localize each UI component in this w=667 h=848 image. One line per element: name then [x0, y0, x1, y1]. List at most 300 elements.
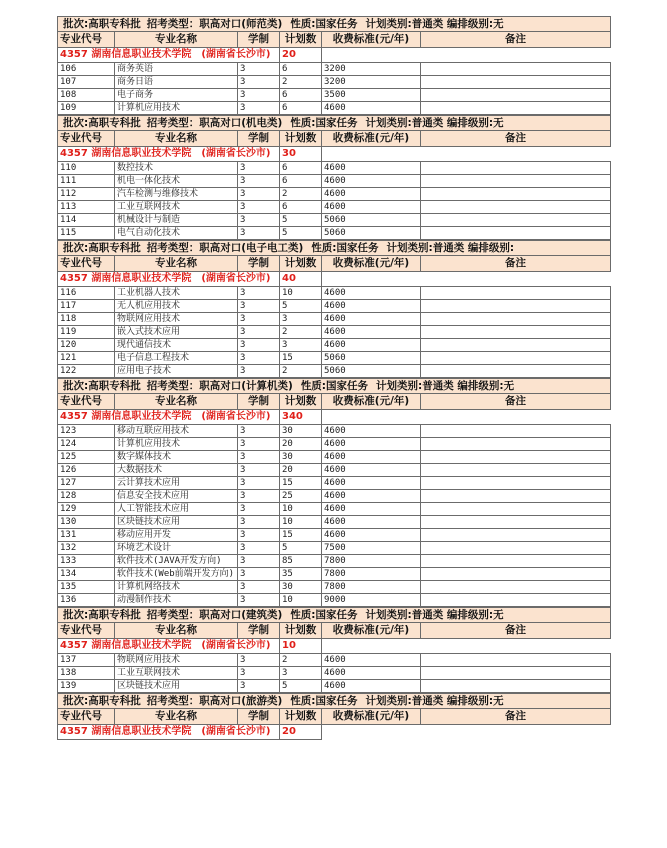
major-code-header: 专业代号 [58, 256, 115, 272]
plan-count: 15 [280, 477, 322, 490]
batch-info-cell [58, 17, 611, 32]
major-name: 应用电子技术 [115, 365, 238, 378]
school-name: 4357 湖南信息职业技术学院 (湖南省长沙市) [58, 639, 280, 654]
school-plan-total: 40 [280, 272, 322, 287]
tuition: 5060 [322, 227, 421, 240]
table-row [58, 516, 611, 529]
remarks [421, 188, 611, 201]
batch-plan-category: 计划类别:普通类 编排级别:无 [365, 695, 504, 707]
tuition: 4600 [322, 162, 421, 175]
major-name: 电子商务 [115, 89, 238, 102]
section-table [57, 115, 611, 240]
plan-count-header: 计划数 [280, 32, 322, 48]
tuition: 4600 [322, 339, 421, 352]
batch-exam-type: 招考类型：职高对口(计算机类) [146, 380, 293, 392]
tuition: 4600 [322, 680, 421, 693]
school-blank [322, 725, 611, 740]
duration: 3 [238, 654, 280, 667]
major-name: 商务英语 [115, 63, 238, 76]
school-row [58, 639, 611, 654]
major-code: 126 [58, 464, 115, 477]
plan-count: 6 [280, 63, 322, 76]
plan-count: 3 [280, 667, 322, 680]
batch-plan-category: 计划类别:普通类 编排级别: [386, 242, 515, 254]
batch-info-cell [58, 694, 611, 709]
remarks [421, 529, 611, 542]
table-row [58, 326, 611, 339]
duration: 3 [238, 313, 280, 326]
table-row [58, 667, 611, 680]
major-code: 125 [58, 451, 115, 464]
school-plan-total: 340 [280, 410, 322, 425]
table-row [58, 542, 611, 555]
plan-count: 2 [280, 326, 322, 339]
major-code: 108 [58, 89, 115, 102]
duration-header: 学制 [238, 32, 280, 48]
plan-count: 5 [280, 680, 322, 693]
admission-plan-document [57, 16, 610, 740]
batch-level: 批次:高职专科批 [63, 117, 141, 129]
major-name: 信息安全技术应用 [115, 490, 238, 503]
section-table [57, 240, 611, 378]
major-code: 121 [58, 352, 115, 365]
tuition: 4600 [322, 313, 421, 326]
tuition: 4600 [322, 102, 421, 115]
column-header-row [58, 623, 611, 639]
plan-count: 30 [280, 425, 322, 438]
table-row [58, 503, 611, 516]
duration: 3 [238, 227, 280, 240]
school-blank [322, 272, 611, 287]
major-code: 123 [58, 425, 115, 438]
table-row [58, 490, 611, 503]
remarks [421, 581, 611, 594]
plan-count-header: 计划数 [280, 623, 322, 639]
tuition: 4600 [322, 516, 421, 529]
tuition-header: 收费标准(元/年) [322, 623, 421, 639]
tuition: 7500 [322, 542, 421, 555]
school-blank [322, 48, 611, 63]
remarks [421, 555, 611, 568]
major-name: 大数据技术 [115, 464, 238, 477]
duration: 3 [238, 516, 280, 529]
tuition: 4600 [322, 529, 421, 542]
plan-count: 3 [280, 313, 322, 326]
remarks [421, 365, 611, 378]
column-header-row [58, 131, 611, 147]
tuition: 4600 [322, 667, 421, 680]
batch-info-row [58, 694, 611, 709]
major-code: 132 [58, 542, 115, 555]
school-blank [322, 147, 611, 162]
tuition-header: 收费标准(元/年) [322, 32, 421, 48]
duration: 3 [238, 175, 280, 188]
batch-info-cell [58, 116, 611, 131]
tuition: 5060 [322, 365, 421, 378]
table-row [58, 425, 611, 438]
major-name: 现代通信技术 [115, 339, 238, 352]
major-name-header: 专业名称 [115, 623, 238, 639]
section-table [57, 16, 611, 115]
major-code: 107 [58, 76, 115, 89]
batch-nature: 性质:国家任务 [300, 380, 369, 392]
tuition: 5060 [322, 352, 421, 365]
duration: 3 [238, 214, 280, 227]
plan-count: 3 [280, 339, 322, 352]
remarks [421, 594, 611, 607]
duration: 3 [238, 201, 280, 214]
table-row [58, 188, 611, 201]
duration: 3 [238, 287, 280, 300]
tuition: 3200 [322, 63, 421, 76]
plan-count: 10 [280, 503, 322, 516]
table-row [58, 63, 611, 76]
remarks [421, 175, 611, 188]
duration: 3 [238, 352, 280, 365]
table-row [58, 352, 611, 365]
major-code: 116 [58, 287, 115, 300]
batch-level: 批次:高职专科批 [63, 695, 141, 707]
duration: 3 [238, 503, 280, 516]
duration: 3 [238, 542, 280, 555]
remarks [421, 654, 611, 667]
remarks [421, 214, 611, 227]
school-blank [322, 410, 611, 425]
major-name: 计算机应用技术 [115, 102, 238, 115]
major-code: 130 [58, 516, 115, 529]
table-row [58, 162, 611, 175]
duration-header: 学制 [238, 709, 280, 725]
batch-level: 批次:高职专科批 [63, 18, 141, 30]
major-name: 工业机器人技术 [115, 287, 238, 300]
major-code: 122 [58, 365, 115, 378]
plan-count-header: 计划数 [280, 394, 322, 410]
remarks [421, 227, 611, 240]
plan-count: 5 [280, 227, 322, 240]
batch-info-row [58, 116, 611, 131]
table-row [58, 201, 611, 214]
major-code: 110 [58, 162, 115, 175]
duration: 3 [238, 555, 280, 568]
plan-count: 30 [280, 581, 322, 594]
tuition: 3200 [322, 76, 421, 89]
plan-count: 6 [280, 162, 322, 175]
plan-count: 2 [280, 654, 322, 667]
plan-count-header: 计划数 [280, 256, 322, 272]
remarks-header: 备注 [421, 256, 611, 272]
remarks [421, 162, 611, 175]
duration-header: 学制 [238, 131, 280, 147]
major-name: 人工智能技术应用 [115, 503, 238, 516]
duration: 3 [238, 490, 280, 503]
remarks [421, 490, 611, 503]
major-code: 106 [58, 63, 115, 76]
remarks-header: 备注 [421, 623, 611, 639]
batch-nature: 性质:国家任务 [311, 242, 379, 254]
batch-info-cell [58, 241, 611, 256]
column-header-row [58, 32, 611, 48]
table-row [58, 175, 611, 188]
section-table [57, 607, 611, 693]
duration-header: 学制 [238, 394, 280, 410]
tuition: 4600 [322, 287, 421, 300]
table-row [58, 464, 611, 477]
batch-info-row [58, 379, 611, 394]
plan-count: 25 [280, 490, 322, 503]
table-row [58, 339, 611, 352]
table-row [58, 581, 611, 594]
major-code: 114 [58, 214, 115, 227]
tuition: 4600 [322, 477, 421, 490]
remarks [421, 300, 611, 313]
tuition: 4600 [322, 654, 421, 667]
tuition: 4600 [322, 326, 421, 339]
major-name: 云计算技术应用 [115, 477, 238, 490]
duration: 3 [238, 300, 280, 313]
school-plan-total: 30 [280, 147, 322, 162]
school-row [58, 725, 611, 740]
major-name: 计算机应用技术 [115, 438, 238, 451]
school-plan-total: 20 [280, 725, 322, 740]
remarks-header: 备注 [421, 709, 611, 725]
plan-count: 10 [280, 594, 322, 607]
remarks [421, 313, 611, 326]
tuition-header: 收费标准(元/年) [322, 709, 421, 725]
batch-info-row [58, 241, 611, 256]
remarks [421, 568, 611, 581]
major-name: 区块链技术应用 [115, 680, 238, 693]
tuition: 7800 [322, 568, 421, 581]
remarks [421, 425, 611, 438]
remarks [421, 477, 611, 490]
batch-level: 批次:高职专科批 [63, 609, 141, 621]
tuition: 4600 [322, 188, 421, 201]
major-code: 118 [58, 313, 115, 326]
duration: 3 [238, 568, 280, 581]
major-name: 软件技术(JAVA开发方向) [115, 555, 238, 568]
major-name: 机械设计与制造 [115, 214, 238, 227]
major-name: 无人机应用技术 [115, 300, 238, 313]
plan-count: 5 [280, 300, 322, 313]
table-row [58, 438, 611, 451]
tuition: 4600 [322, 438, 421, 451]
table-row [58, 568, 611, 581]
remarks [421, 438, 611, 451]
tuition: 4600 [322, 300, 421, 313]
plan-count: 5 [280, 542, 322, 555]
table-row [58, 529, 611, 542]
school-name: 4357 湖南信息职业技术学院 (湖南省长沙市) [58, 147, 280, 162]
major-code: 112 [58, 188, 115, 201]
batch-plan-category: 计划类别:普通类 编排级别:无 [365, 117, 504, 129]
table-row [58, 102, 611, 115]
column-header-row [58, 256, 611, 272]
duration-header: 学制 [238, 623, 280, 639]
column-header-row [58, 709, 611, 725]
duration: 3 [238, 451, 280, 464]
tuition-header: 收费标准(元/年) [322, 131, 421, 147]
duration: 3 [238, 581, 280, 594]
major-name: 工业互联网技术 [115, 201, 238, 214]
school-name: 4357 湖南信息职业技术学院 (湖南省长沙市) [58, 410, 280, 425]
school-plan-total: 10 [280, 639, 322, 654]
major-code-header: 专业代号 [58, 709, 115, 725]
major-name: 移动应用开发 [115, 529, 238, 542]
batch-exam-type: 招考类型：职高对口(师范类) [146, 18, 283, 30]
school-plan-total: 20 [280, 48, 322, 63]
plan-count: 35 [280, 568, 322, 581]
plan-count: 15 [280, 529, 322, 542]
plan-count: 30 [280, 451, 322, 464]
major-name: 商务日语 [115, 76, 238, 89]
duration: 3 [238, 63, 280, 76]
duration: 3 [238, 594, 280, 607]
batch-nature: 性质:国家任务 [290, 18, 358, 30]
major-code: 124 [58, 438, 115, 451]
batch-plan-category: 计划类别:普通类 编排级别:无 [365, 609, 504, 621]
major-code: 138 [58, 667, 115, 680]
batch-nature: 性质:国家任务 [290, 117, 358, 129]
remarks-header: 备注 [421, 131, 611, 147]
major-code: 128 [58, 490, 115, 503]
table-row [58, 214, 611, 227]
table-row [58, 451, 611, 464]
plan-count: 2 [280, 365, 322, 378]
tuition: 4600 [322, 503, 421, 516]
school-row [58, 272, 611, 287]
batch-level: 批次:高职专科批 [63, 242, 141, 254]
tuition: 7800 [322, 555, 421, 568]
batch-plan-category: 计划类别:普通类 编排级别:无 [365, 18, 504, 30]
major-code: 137 [58, 654, 115, 667]
major-code: 134 [58, 568, 115, 581]
plan-count: 6 [280, 201, 322, 214]
table-row [58, 300, 611, 313]
major-name-header: 专业名称 [115, 709, 238, 725]
batch-plan-category: 计划类别:普通类 编排级别:无 [376, 380, 515, 392]
plan-count: 6 [280, 175, 322, 188]
remarks [421, 667, 611, 680]
major-name: 区块链技术应用 [115, 516, 238, 529]
major-name: 数控技术 [115, 162, 238, 175]
batch-info-cell [58, 608, 611, 623]
duration: 3 [238, 326, 280, 339]
major-code-header: 专业代号 [58, 32, 115, 48]
duration: 3 [238, 464, 280, 477]
batch-info-row [58, 17, 611, 32]
school-name: 4357 湖南信息职业技术学院 (湖南省长沙市) [58, 272, 280, 287]
major-code: 117 [58, 300, 115, 313]
remarks [421, 339, 611, 352]
remarks [421, 63, 611, 76]
major-name: 电子信息工程技术 [115, 352, 238, 365]
school-row [58, 48, 611, 63]
major-code: 133 [58, 555, 115, 568]
batch-info-cell [58, 379, 611, 394]
plan-count-header: 计划数 [280, 131, 322, 147]
duration: 3 [238, 162, 280, 175]
plan-count: 6 [280, 89, 322, 102]
tuition: 5060 [322, 214, 421, 227]
major-name: 环境艺术设计 [115, 542, 238, 555]
table-row [58, 89, 611, 102]
major-code-header: 专业代号 [58, 623, 115, 639]
remarks [421, 503, 611, 516]
major-code: 120 [58, 339, 115, 352]
remarks [421, 516, 611, 529]
major-code: 131 [58, 529, 115, 542]
tuition: 4600 [322, 451, 421, 464]
remarks [421, 542, 611, 555]
table-row [58, 555, 611, 568]
table-row [58, 654, 611, 667]
table-row [58, 477, 611, 490]
table-row [58, 365, 611, 378]
remarks-header: 备注 [421, 394, 611, 410]
major-code: 119 [58, 326, 115, 339]
duration-header: 学制 [238, 256, 280, 272]
duration: 3 [238, 339, 280, 352]
tuition: 9000 [322, 594, 421, 607]
remarks [421, 352, 611, 365]
table-row [58, 227, 611, 240]
major-name: 嵌入式技术应用 [115, 326, 238, 339]
tuition: 7800 [322, 581, 421, 594]
major-name: 物联网应用技术 [115, 313, 238, 326]
duration: 3 [238, 680, 280, 693]
major-name: 工业互联网技术 [115, 667, 238, 680]
school-blank [322, 639, 611, 654]
batch-exam-type: 招考类型：职高对口(建筑类) [146, 609, 283, 621]
plan-count: 85 [280, 555, 322, 568]
major-code: 129 [58, 503, 115, 516]
remarks [421, 201, 611, 214]
batch-exam-type: 招考类型：职高对口(旅游类) [146, 695, 283, 707]
plan-count: 20 [280, 438, 322, 451]
major-name-header: 专业名称 [115, 256, 238, 272]
duration: 3 [238, 667, 280, 680]
major-name-header: 专业名称 [115, 394, 238, 410]
remarks-header: 备注 [421, 32, 611, 48]
major-code: 113 [58, 201, 115, 214]
major-code: 111 [58, 175, 115, 188]
major-name: 移动互联应用技术 [115, 425, 238, 438]
tuition-header: 收费标准(元/年) [322, 394, 421, 410]
duration: 3 [238, 76, 280, 89]
tuition-header: 收费标准(元/年) [322, 256, 421, 272]
major-code: 127 [58, 477, 115, 490]
batch-nature: 性质:国家任务 [290, 609, 358, 621]
remarks [421, 451, 611, 464]
major-name: 机电一体化技术 [115, 175, 238, 188]
plan-count: 5 [280, 214, 322, 227]
batch-exam-type: 招考类型：职高对口(机电类) [146, 117, 283, 129]
school-name: 4357 湖南信息职业技术学院 (湖南省长沙市) [58, 725, 280, 740]
plan-count: 10 [280, 516, 322, 529]
duration: 3 [238, 425, 280, 438]
plan-count: 2 [280, 188, 322, 201]
tuition: 4600 [322, 490, 421, 503]
remarks [421, 76, 611, 89]
plan-count: 2 [280, 76, 322, 89]
remarks [421, 102, 611, 115]
section-table [57, 693, 611, 740]
tuition: 3500 [322, 89, 421, 102]
remarks [421, 680, 611, 693]
major-code-header: 专业代号 [58, 394, 115, 410]
major-name: 电气自动化技术 [115, 227, 238, 240]
major-name: 数字媒体技术 [115, 451, 238, 464]
